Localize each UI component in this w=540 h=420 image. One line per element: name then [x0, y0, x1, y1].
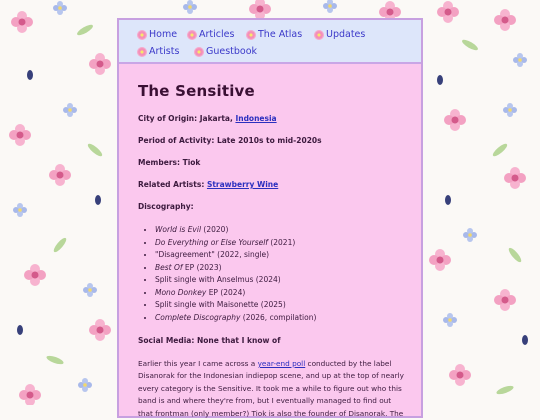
- nav-updates[interactable]: [315, 29, 365, 40]
- list-item: • Split single with Maisonette (2025): [155, 299, 408, 312]
- nav-guestbook[interactable]: [195, 46, 257, 57]
- nav-the-atlas[interactable]: [247, 29, 302, 40]
- list-item: • Split single with Anselmus (2024): [155, 274, 408, 287]
- flower-icon: [247, 31, 255, 39]
- discography-heading: Discography:: [138, 202, 194, 211]
- nav-updates-label: Updates: [326, 29, 366, 40]
- list-item: • Best Of EP (2023): [155, 262, 408, 275]
- body-paragraph: Earlier this year I came across a year-end poll conducted by the label Disanorak for the Indonesian indiepop scene, and up at the top of nearly every category is the Sensitive. It took me a while to figure out who this band is and where they're from, but I eventually managed to find out that frontman (only member?) Tiok is also the founder of Disanorak. The: [138, 359, 404, 418]
- list-item: • "Disagreement" (2022, single): [155, 249, 408, 262]
- strawberry-wine-link[interactable]: Strawberry Wine: [206, 180, 279, 189]
- period-of-activity: Period of Activity: Late 2010s to mid-2020s: [138, 136, 322, 145]
- nav-guestbook-label: Guestbook: [206, 46, 258, 57]
- related-artists: Related Artists: Strawberry Wine: [138, 180, 279, 189]
- flower-icon: [138, 48, 146, 56]
- list-item: • Complete Discography (2026, compilation): [155, 312, 408, 325]
- nav-articles[interactable]: [188, 29, 234, 40]
- social-media: Social Media: None that I know of: [138, 336, 281, 345]
- nav-home[interactable]: [138, 29, 177, 40]
- nav-bar: [119, 20, 421, 64]
- list-item: • Do Everything or Else Yourself (2021): [155, 237, 408, 250]
- nav-the-atlas-label: The Atlas: [258, 29, 303, 40]
- members: Members: Tiok: [138, 158, 201, 167]
- discography-list: [138, 224, 408, 324]
- indonesia-link[interactable]: Indonesia: [235, 114, 277, 123]
- nav-home-label: Home: [149, 29, 178, 40]
- nav-artists-label: Artists: [149, 46, 180, 57]
- page-title: The Sensitive: [138, 82, 255, 100]
- year-end-poll-link[interactable]: year-end poll: [257, 359, 306, 368]
- flower-icon: [138, 31, 146, 39]
- list-item: • World is Evil (2020): [155, 224, 408, 237]
- list-item: • Mono Donkey EP (2024): [155, 287, 408, 300]
- flower-icon: [315, 31, 323, 39]
- nav-articles-label: Articles: [199, 29, 235, 40]
- article: [138, 82, 408, 420]
- flower-icon: [188, 31, 196, 39]
- city-of-origin: City of Origin: Jakarta, Indonesia: [138, 114, 277, 123]
- nav-artists[interactable]: [138, 46, 179, 57]
- flower-icon: [195, 48, 203, 56]
- content-panel: [117, 18, 423, 418]
